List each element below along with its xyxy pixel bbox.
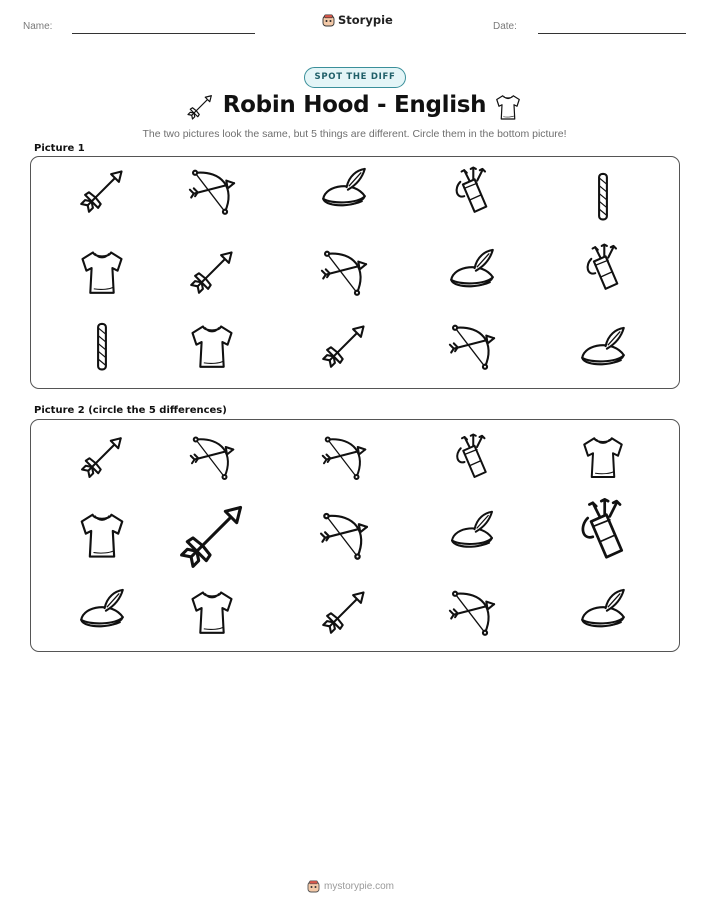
shirt-icon[interactable]: [186, 586, 238, 638]
brand-name: Storypie: [338, 13, 393, 27]
storypie-logo-icon: [307, 880, 320, 893]
hat-icon[interactable]: [446, 246, 498, 298]
bow-icon[interactable]: [317, 508, 371, 562]
staff-icon[interactable]: [76, 320, 128, 372]
date-line[interactable]: [538, 33, 686, 34]
shirt-icon[interactable]: [186, 320, 238, 372]
picture-1-label: Picture 1: [34, 143, 85, 154]
bow-icon[interactable]: [186, 165, 238, 217]
arrow-icon[interactable]: [186, 246, 238, 298]
footer-url[interactable]: mystorypie.com: [324, 881, 395, 892]
quiver-icon[interactable]: [447, 432, 497, 482]
instructions: The two pictures look the same, but 5 things are different. Circle them in the bottom picture!: [142, 128, 567, 140]
footer: [307, 880, 394, 893]
bow-icon[interactable]: [187, 432, 237, 482]
quiver-icon[interactable]: [446, 165, 498, 217]
shirt-icon[interactable]: [578, 432, 628, 482]
name-line[interactable]: [72, 33, 255, 34]
quiver-icon[interactable]: [577, 242, 629, 294]
arrow-icon[interactable]: [77, 432, 127, 482]
hat-icon[interactable]: [318, 165, 370, 217]
date-label: Date:: [493, 21, 517, 32]
picture-2-label: Picture 2 (circle the 5 differences): [34, 405, 227, 416]
bow-icon[interactable]: [319, 432, 369, 482]
shirt-icon: [493, 92, 523, 122]
arrow-icon[interactable]: [76, 165, 128, 217]
arrow-icon[interactable]: [318, 586, 370, 638]
arrow-icon[interactable]: [174, 498, 250, 574]
arrow-icon[interactable]: [318, 320, 370, 372]
hat-icon[interactable]: [577, 324, 629, 376]
spot-the-diff-badge: SPOT THE DIFF: [304, 67, 406, 88]
quiver-icon[interactable]: [569, 496, 637, 564]
name-label: Name:: [23, 21, 53, 32]
staff-icon[interactable]: [577, 170, 629, 222]
brand: [322, 13, 393, 27]
shirt-icon[interactable]: [76, 246, 128, 298]
hat-icon[interactable]: [577, 586, 629, 638]
hat-icon[interactable]: [76, 586, 128, 638]
bow-icon[interactable]: [446, 320, 498, 372]
bow-icon[interactable]: [318, 246, 370, 298]
bow-icon[interactable]: [446, 586, 498, 638]
shirt-icon[interactable]: [75, 508, 129, 562]
storypie-logo-icon: [322, 14, 335, 27]
hat-icon[interactable]: [447, 508, 497, 558]
page-title: Robin Hood - English: [222, 92, 487, 118]
